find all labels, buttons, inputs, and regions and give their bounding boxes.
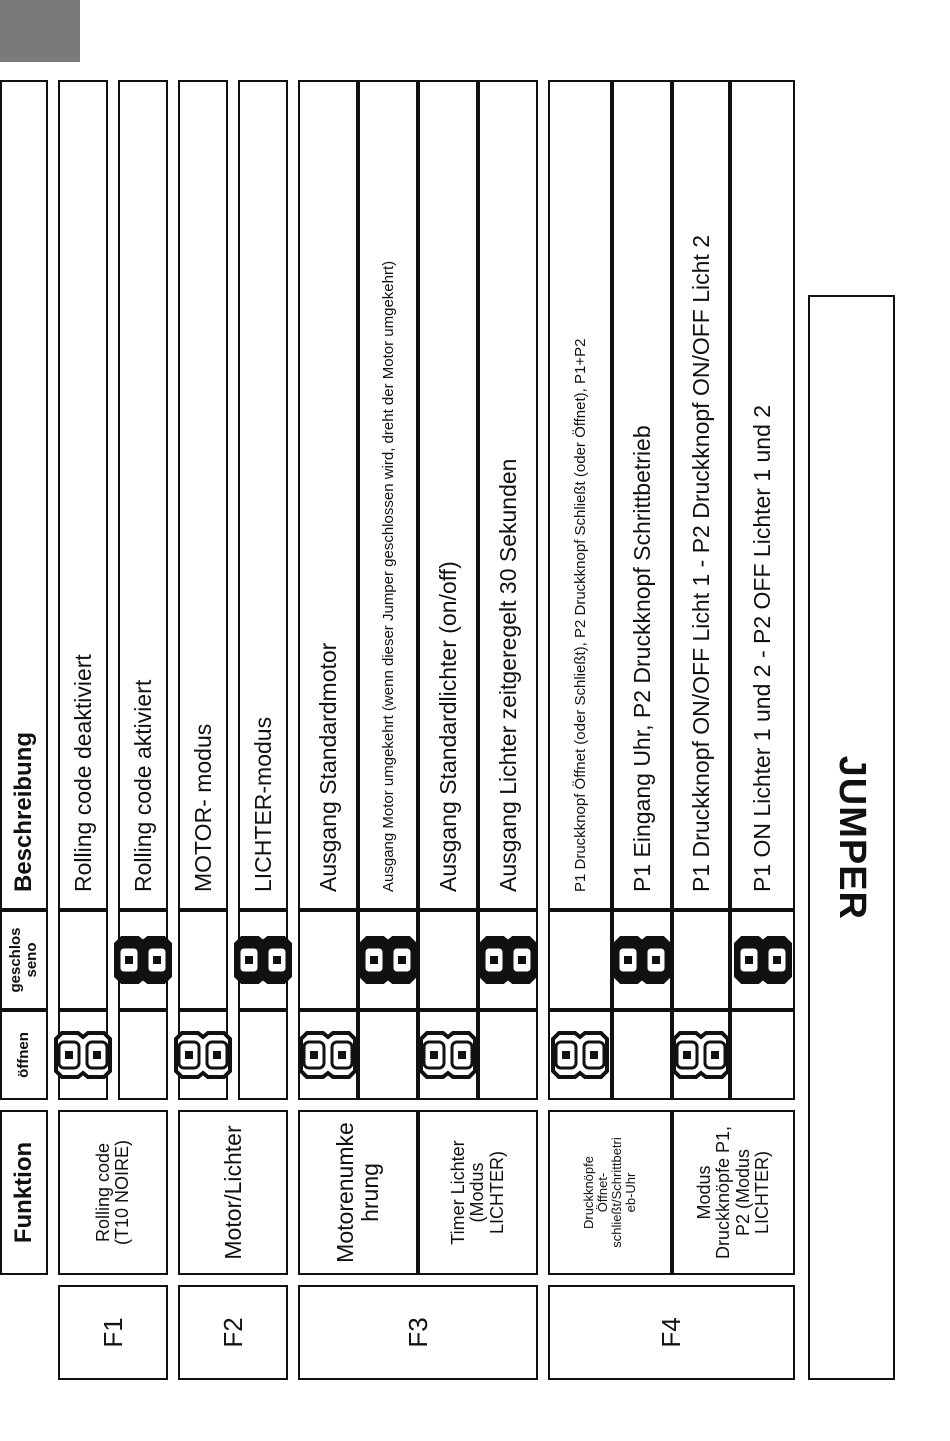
funktion-label: Modus Druckknöpfe P1, P2 (Modus LICHTER) [693, 1125, 772, 1260]
funktion-cell [298, 1110, 418, 1275]
beschreibung-cell [298, 80, 358, 910]
offnen-cell [730, 1010, 795, 1100]
offnen-cell [418, 1010, 478, 1100]
geschlossen-cell [478, 910, 538, 1010]
beschreibung-cell [118, 80, 168, 910]
funktion-cell [548, 1110, 672, 1275]
geschlossen-cell [58, 910, 108, 1010]
beschreibung-cell [358, 80, 418, 910]
jumper-closed-icon [611, 934, 673, 986]
beschreibung-label: MOTOR- modus [189, 723, 216, 892]
jumper-open-icon [52, 1029, 114, 1081]
beschreibung-label: Rolling code aktiviert [129, 679, 156, 892]
jumper-open-icon [172, 1029, 234, 1081]
jumper-open-icon [549, 1029, 611, 1081]
offnen-cell [672, 1010, 730, 1100]
group-id-f3 [298, 1285, 538, 1380]
jumper-closed-icon [112, 934, 174, 986]
funktion-label: Motorenumke hrung [332, 1122, 383, 1263]
offnen-cell [238, 1010, 288, 1100]
group-id-f2 [178, 1285, 288, 1380]
beschreibung-cell [418, 80, 478, 910]
geschlossen-cell [238, 910, 288, 1010]
geschlossen-cell [612, 910, 672, 1010]
offnen-cell [118, 1010, 168, 1100]
jumper-closed-icon [357, 934, 419, 986]
beschreibung-label: P1 Druckknopf Öffnet (oder Schließt), P2 Druckknopf Schließt (oder Öffnet), P1+P2 [571, 338, 589, 892]
geschlossen-cell [730, 910, 795, 1010]
header-offnen [0, 1010, 48, 1100]
offnen-cell [178, 1010, 228, 1100]
offnen-cell [478, 1010, 538, 1100]
funktion-cell [58, 1110, 168, 1275]
jumper-open-icon [670, 1029, 732, 1081]
geschlossen-cell [358, 910, 418, 1010]
jumper-closed-icon [232, 934, 294, 986]
funktion-cell [418, 1110, 538, 1275]
geschlossen-cell [418, 910, 478, 1010]
geschlossen-cell [672, 910, 730, 1010]
header-geschlossen-label: geschlos seno [6, 927, 40, 993]
beschreibung-label: P1 Eingang Uhr, P2 Druckknopf Schrittbetrieb [628, 425, 655, 892]
jumper-open-icon [297, 1029, 359, 1081]
beschreibung-label: Ausgang Motor umgekehrt (wenn dieser Jumper geschlossen wird, dreht der Motor umgekehrt) [379, 260, 397, 892]
offnen-cell [548, 1010, 612, 1100]
corner-gray-tab [0, 0, 80, 62]
header-funktion [0, 1110, 48, 1275]
beschreibung-label: P1 Druckknopf ON/OFF Licht 1 - P2 Druckknopf ON/OFF Licht 2 [687, 235, 714, 892]
beschreibung-cell [612, 80, 672, 910]
beschreibung-label: Ausgang Standardlichter (on/off) [434, 561, 461, 892]
beschreibung-cell [178, 80, 228, 910]
jumper-open-icon [417, 1029, 479, 1081]
geschlossen-cell [118, 910, 168, 1010]
geschlossen-cell [178, 910, 228, 1010]
offnen-cell [612, 1010, 672, 1100]
beschreibung-label: P1 ON Lichter 1 und 2 - P2 OFF Lichter 1 und 2 [749, 404, 775, 892]
beschreibung-label: Ausgang Lichter zeitgeregelt 30 Sekunden [494, 458, 521, 892]
group-id-label: F2 [217, 1317, 248, 1348]
beschreibung-cell [58, 80, 108, 910]
beschreibung-label: LICHTER-modus [249, 716, 276, 892]
header-funktion-label: Funktion [10, 1141, 38, 1244]
geschlossen-cell [548, 910, 612, 1010]
beschreibung-cell [548, 80, 612, 910]
funktion-cell [178, 1110, 288, 1275]
header-offnen-label: öffnen [14, 1032, 32, 1078]
offnen-cell [58, 1010, 108, 1100]
beschreibung-cell [730, 80, 795, 910]
group-id-f4 [548, 1285, 795, 1380]
funktion-cell [672, 1110, 795, 1275]
group-id-label: F1 [97, 1317, 128, 1348]
jumper-side-label [808, 295, 895, 1380]
funktion-label: Rolling code (T10 NOIRE) [92, 1140, 132, 1246]
header-geschlossen [0, 910, 48, 1010]
beschreibung-cell [478, 80, 538, 910]
beschreibung-label: Rolling code deaktiviert [69, 654, 96, 892]
group-id-f1 [58, 1285, 168, 1380]
geschlossen-cell [298, 910, 358, 1010]
funktion-label: Druckknöpfe Öffnet- schließt/Schrittbetri eb-Uhr [580, 1137, 639, 1248]
group-id-label: F4 [656, 1317, 687, 1348]
jumper-title: JUMPER [831, 755, 874, 920]
jumper-closed-icon [732, 934, 794, 986]
offnen-cell [298, 1010, 358, 1100]
jumper-closed-icon [477, 934, 539, 986]
beschreibung-label: Ausgang Standardmotor [314, 642, 341, 892]
funktion-label: Motor/Lichter [219, 1125, 246, 1260]
beschreibung-cell [672, 80, 730, 910]
jumper-table [0, 80, 950, 1380]
header-beschreibung-label: Beschreibung [10, 731, 37, 892]
offnen-cell [358, 1010, 418, 1100]
beschreibung-cell [238, 80, 288, 910]
funktion-label: Timer Lichter (Modus LICHTER) [447, 1140, 507, 1245]
header-beschreibung [0, 80, 48, 910]
group-id-label: F3 [402, 1317, 433, 1348]
